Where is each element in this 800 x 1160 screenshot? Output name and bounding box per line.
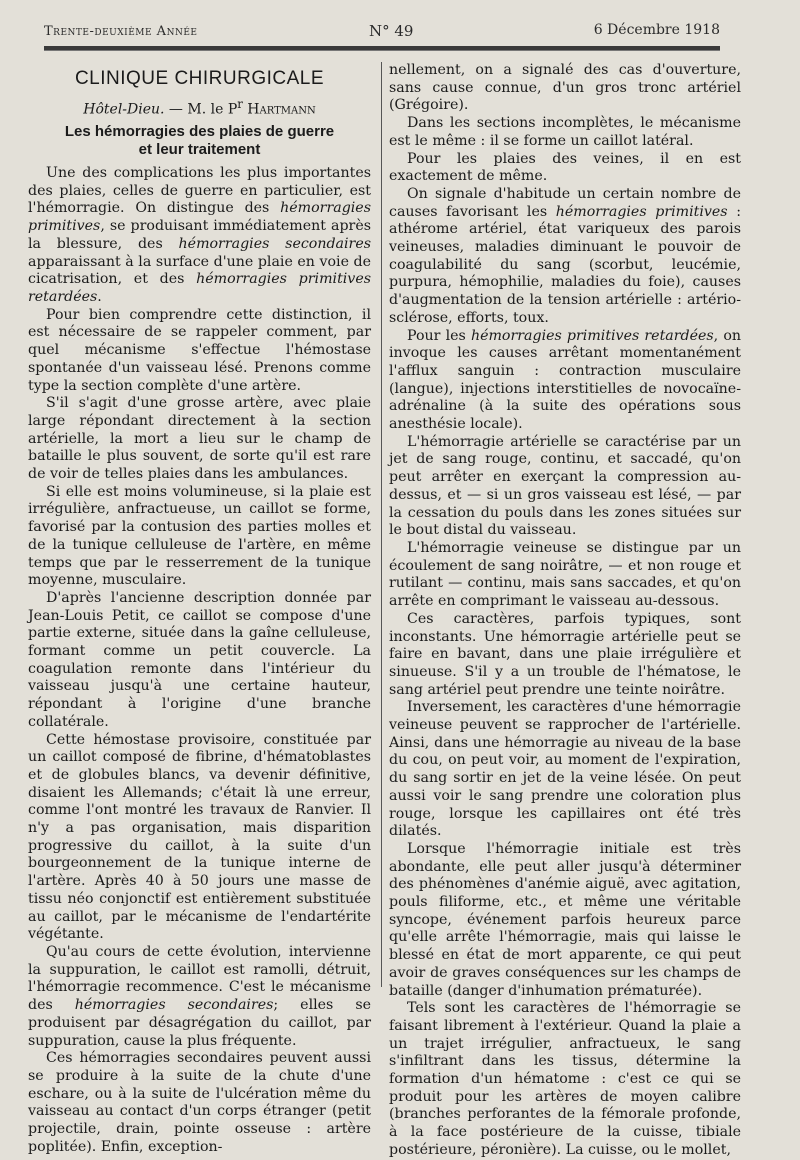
page-header [44, 22, 720, 44]
paragraph: S'il s'agit d'une grosse artère, avec plaie large répondant directement à la section artérielle, la mort a lieu sur le champ de bataille le plus souvent, de sorte qu'il est rare de voir de telles plaies dans les ambulances. [28, 395, 371, 483]
paragraph: L'hémorragie veineuse se distingue par un écoulement de sang noirâtre, — et non rouge et rutilant — continu, mais sans saccades, et qu'on arrête en comprimant le vaisseau au-dessous. [389, 539, 741, 610]
paragraph: Cette hémostase provisoire, constituée par un caillot composé de fibrine, d'hématoblastes et de globules blancs, va devenir définitive, disaient les Allemands; c'était là une erreur, comme l'ont montré les travaux de Ranvier. Il n'y a pas organisation, mais disparition progressive du caillot, à la suite d'un bourgeonnement de la tunique interne de l'artère. Après 40 à 50 jours une masse de tissu néo conjonctif est entièrement substituée au caillot, par le mécanisme de l'endartérite végétante. [28, 731, 371, 943]
paragraph: Inversement, les caractères d'une hémorragie veineuse peuvent se rapprocher de l'artérielle. Ainsi, dans une hémorragie au niveau de la base du cou, on peut voir, au moment de l'expiration, du sang sortir en jet de la veine lésée. On peut aussi voir le sang prendre une coloration plus rouge, lorsque les capillaires ont été très dilatés. [389, 699, 741, 840]
paragraph: Ces hémorragies secondaires peuvent aussi se produire à la suite de la chute d'une eschare, ou à la suite de l'ulcération même du vaisseau au contact d'un corps étranger (petit projectile, drain, pointe osseuse : artère poplitée). Enfin, exception- [28, 1050, 371, 1155]
issue-number: N° 49 [369, 22, 414, 40]
paragraph: Pour les plaies des veines, il en est exactement de même. [389, 150, 741, 185]
byline-name: Hartmann [247, 101, 316, 118]
paragraph: nellement, on a signalé des cas d'ouverture, sans cause connue, d'un gros tronc artériel (Grégoire). [389, 62, 741, 114]
byline-place: Hôtel-Dieu. [83, 101, 165, 118]
paragraph: L'hémorragie artérielle se caractérise par un jet de sang rouge, continu, et saccadé, qu'on peut arrêter en exerçant la compression au-dessus, et — si un gros vaisseau est lésé, — par la cessation du pouls dans les zones situées sur le bout distal du vaisseau. [389, 433, 741, 539]
title-line-2: et leur traitement [138, 141, 261, 159]
paragraph: Qu'au cours de cette évolution, intervienne la suppuration, le caillot est ramolli, détruit, l'hémorragie recommence. C'est le mécanisme des hémorragies secondaires; elles se produisent par désagrégation du caillot, par suppuration, cause la plus fréquente. [28, 944, 371, 1049]
paragraph: Dans les sections incomplètes, le mécanisme est le même : il se forme un caillot latéral. [389, 115, 741, 149]
left-column [28, 62, 371, 1156]
issue-date: 6 Décembre 1918 [593, 22, 720, 38]
paragraph: On signale d'habitude un certain nombre de causes favorisant les hémorragies primitives : athérome artériel, état variqueux des parois veineuses, maladies diminuant le pouvoir de coagulabilité du sang (scorbut, leucémie, purpura, hémophilie, maladies du foie), causes d'augmentation de la tension artérielle : artério-sclérose, efforts, toux. [389, 185, 741, 326]
paragraph: Ces caractères, parfois typiques, sont inconstants. Une hémorragie artérielle peut se faire en bavant, dans une plaie irrégulière et sinueuse. S'il y a un trouble de l'hématose, le sang artériel peut prendre une teinte noirâtre. [389, 610, 741, 698]
right-column [389, 62, 741, 1160]
paragraph: Si elle est moins volumineuse, si la plaie est irrégulière, anfractueuse, un caillot se forme, favorisé par la contusion des parties molles et de la tunique celluleuse de l'artère, en même temps que par le resserrement de la tunique moyenne, musculaire. [28, 483, 371, 589]
byline-sup: r [237, 96, 243, 111]
paragraph: Lorsque l'hémorragie initiale est très abondante, elle peut aller jusqu'à déterminer des phénomènes d'anémie aiguë, avec agitation, pouls filiforme, etc., et même une véritable syncope, événement parfois heureux parce qu'elle arrête l'hémorragie, mais qui laisse le blessé en état de mort apparente, ce qui peut avoir de graves conséquences sur les champs de bataille (danger d'inhumation prématurée). [389, 840, 741, 999]
paragraph: Tels sont les caractères de l'hémorragie se faisant librement à l'extérieur. Quand la plaie a un trajet irrégulier, anfractueux, le sang s'infiltrant dans les tissus, détermine la formation d'un hématome : c'est ce qui se produit pour les artères de moyen calibre (branches perforantes de la fémorale profonde, à la face postérieure de la cuisse, tibiale postérieure, péronière). La cuisse, ou le mollet, [389, 1000, 741, 1158]
paragraph: Pour bien comprendre cette distinction, il est nécessaire de se rappeler comment, par quel mécanisme s'effectue l'hémostase spontanée d'un vaisseau lésé. Prenons comme type la section complète d'une artère. [28, 306, 371, 394]
title-line-1: Les hémorragies des plaies de guerre [64, 123, 335, 141]
column-divider [381, 62, 382, 987]
header-rule [44, 46, 720, 51]
article-title [28, 123, 371, 159]
byline-prefix: — M. le P [164, 101, 238, 118]
volume-year: Trente-deuxième Année [44, 24, 198, 39]
paragraph: Une des complications les plus importantes des plaies, celles de guerre en particulier, est l'hémorragie. On distingue des hémorragies primitives, se produisant immédiatement après la blessure, des hémorragies secondaires apparaissant à la surface d'une plaie en voie de cicatrisation, et des hémorragies primitives retardées. [28, 165, 372, 305]
paragraph: Pour les hémorragies primitives retardées, on invoque les causes arrêtant momentanément l'afflux sanguin : contraction musculaire (langue), injections interstitielles de novocaïne-adrénaline (à la suite des opérations sous anesthésie locale). [389, 327, 742, 433]
paragraph: D'après l'ancienne description donnée par Jean-Louis Petit, ce caillot se compose d'une partie externe, située dans la gaîne celluleuse, formant comme un petit couvercle. La coagulation remonte dans l'intérieur du vaisseau jusqu'à une certaine hauteur, répondant à l'origine d'une branche collatérale. [28, 589, 371, 730]
byline [28, 96, 371, 119]
section-heading: CLINIQUE CHIRURGICALE [74, 68, 325, 89]
